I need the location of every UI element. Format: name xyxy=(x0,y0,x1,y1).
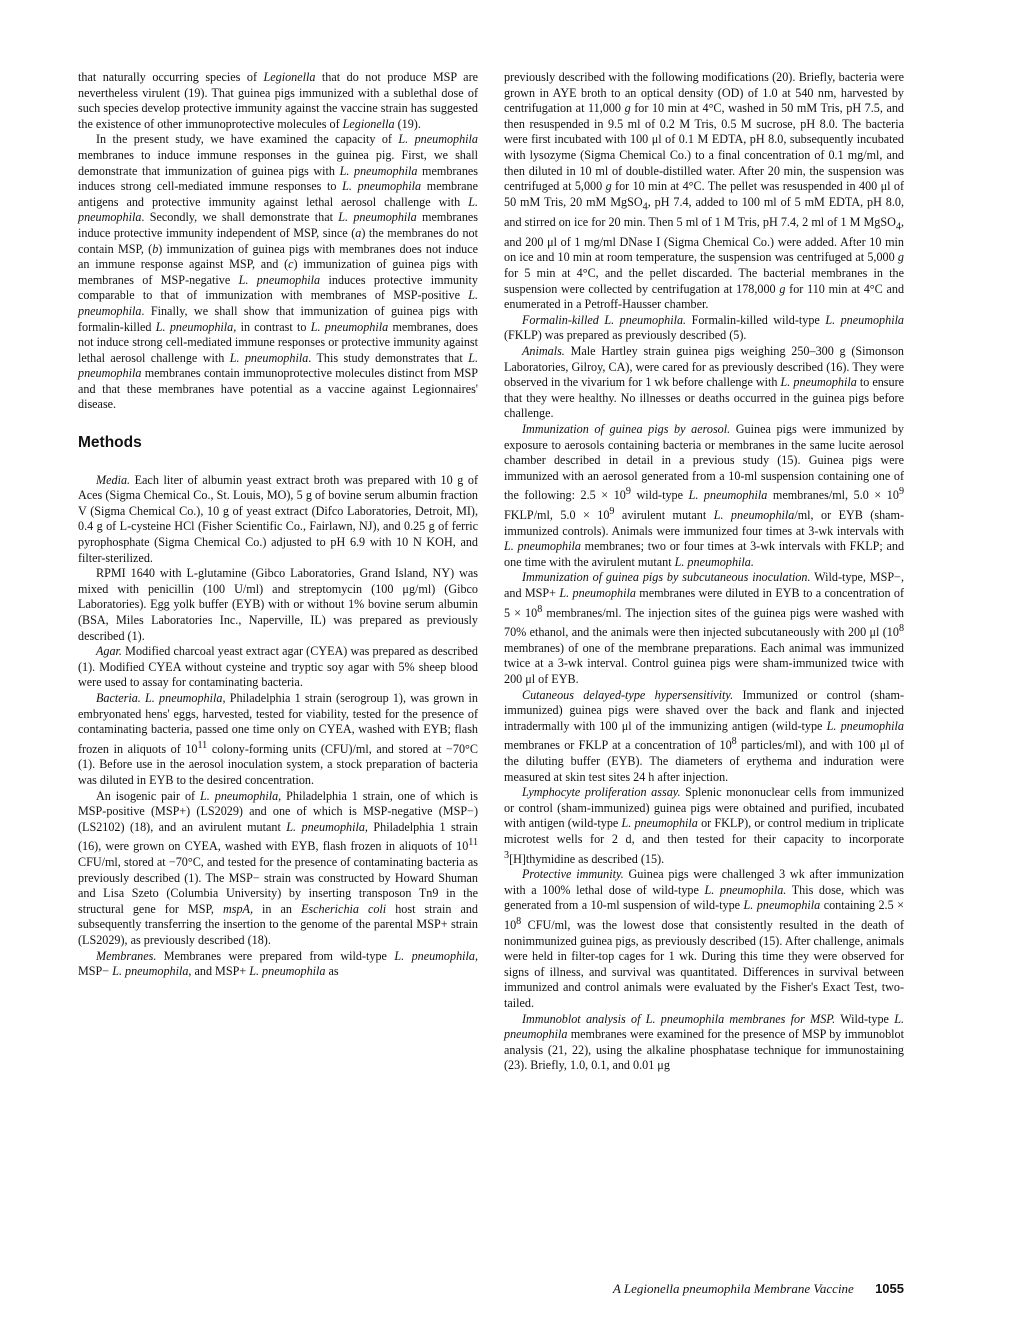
paragraph: Immunization of guinea pigs by aerosol. Guinea pigs were immunized by exposure to aerosols containing bacteria or membranes in the same lucite aerosol chamber described in detail in a previous study (15). Guinea pigs were immunized with an aerosol generated from a 10-ml suspension containing one of the following: $2.5 \times 10^9$ wild-type L. pneumophila membranes/ml, $5.0 \times 10^9$ FKLP/ml, $5.0 \times 10^9$ avirulent mutant L. pneumophila/ml, or EYB (sham-immunized controls). Animals were immunized four times at 3-wk intervals with L. pneumophila membranes; two or four times at 3-wk intervals with FKLP; and one time with the avirulent mutant L. pneumophila. xyxy=(504,421,905,569)
paragraph: that naturally occurring species of Legionella that do not produce MSP are nevertheless virulent (19). That guinea pigs immunized with a sublethal dose of such species develop protective immunity against the vaccine strain has suggested the existence of other immunoprotective molecules of Legionella (19). xyxy=(78,70,478,131)
right-column xyxy=(504,70,904,1074)
paragraph: Protective immunity. Guinea pigs were challenged 3 wk after immunization with a 100% lethal dose of wild-type L. pneumophila. This dose, which was generated from a 10-ml suspension of wild-type L. pneumophila containing $2.5 \times 10^8$ CFU/ml, was the lowest dose that consistently resulted in the death of nonimmunized guinea pigs, as previously described (15). After challenge, animals were held in filter-top cages for 1 wk. During this time they were observed for signs of illness, and survival was quantitated. Differences in survival between immunized and control animals were evaluated by the Fisher's Exact Test, two-tailed. xyxy=(504,867,904,1011)
page-number: 1055 xyxy=(875,1281,904,1296)
paragraph: Agar. Modified charcoal yeast extract agar (CYEA) was prepared as described (1). Modified CYEA without cysteine and tryptic soy agar with 5% sheep blood were used to assay for contaminating bacteria. xyxy=(78,644,478,690)
paragraph: Membranes. Membranes were prepared from wild-type L. pneumophila, MSP− L. pneumophila, and MSP+ L. pneumophila as xyxy=(78,948,478,979)
paragraph: RPMI 1640 with L-glutamine (Gibco Laboratories, Grand Island, NY) was mixed with penicillin (100 U/ml) and streptomycin (100 μg/ml) (Gibco Laboratories). Egg yolk buffer (EYB) with or without 1% bovine serum albumin (BSA, Miles Laboratories Inc., Naperville, IL) was prepared as previously described (1). xyxy=(78,566,478,643)
left-column xyxy=(78,70,478,980)
intro-text xyxy=(78,70,478,413)
paragraph: Cutaneous delayed-type hypersensitivity. Immunized or control (sham-immunized) guinea pigs were shaved over the back and flank and injected intradermally with 100 μl of the immunizing antigen (wild-type L. pneumophila membranes or FKLP at a concentration of $10^8$ particles/ml), and with 100 μl of the diluting buffer (EYB). The diameters of erythema and induration were measured at skin test sites 24 h after injection. xyxy=(504,687,905,784)
paragraph: previously described with the following modifications (20). Briefly, bacteria were grown in AYE broth to an optical density (OD) of 1.0 at 540 nm, harvested by centrifugation at 11,000 g for 10 min at 4°C, washed in 50 mM Tris, pH 7.5, and then resuspended in 9.5 ml of 0.2 M Tris, 0.5 M sucrose, pH 8.0. The bacteria were first incubated with 100 μl of 0.1 M EDTA, pH 8.0, subsequently incubated with lysozyme (Sigma Chemical Co.) to a final concentration of 0.1 mg/ml, and then diluted in 10 ml of double-distilled water. After 20 min, the suspension was centrifuged at 5,000 g for 10 min at 4°C. The pellet was resuspended in 400 μl of 50 mM Tris, 20 mM MgSO$_4$, pH 7.4, added to 100 ml of 5 mM EDTA, pH 8.0, and stirred on ice for 20 min. Then 5 ml of 1 M Tris, pH 7.4, 2 ml of 1 M MgSO$_4$, and 200 μl of 1 mg/ml DNase I (Sigma Chemical Co.) were added. After 10 min on ice and 10 min at room temperature, the suspension was centrifuged at 5,000 g for 5 min at 4°C, and the pellet discarded. The bacterial membranes in the suspension were collected by centrifugation at 178,000 g for 110 min at 4°C and enumerated in a Petroff-Hausser chamber. xyxy=(504,70,905,312)
methods-heading: Methods xyxy=(78,434,142,452)
paragraph: Animals. Male Hartley strain guinea pigs weighing 250–300 g (Simonson Laboratories, Gilroy, CA), were cared for as previously described (16). They were observed in the vivarium for 1 wk before challenge with L. pneumophila to ensure that they were healthy. No illnesses or deaths occurred in the guinea pigs before challenge. xyxy=(504,343,904,421)
paragraph: Immunoblot analysis of L. pneumophila membranes for MSP. Wild-type L. pneumophila membranes were examined for the presence of MSP by immunoblot analysis (21, 22), using the alkaline phosphatase technique for immunostaining (23). Briefly, 1.0, 0.1, and 0.01 μg xyxy=(504,1011,904,1073)
right-column-text xyxy=(504,70,904,1074)
paragraph: Lymphocyte proliferation assay. Splenic mononuclear cells from immunized or control (sham-immunized) guinea pigs were obtained and purified, incubated with antigen (wild-type L. pneumophila or FKLP), or control medium in triplicate microtest wells for 2 d, and then tested for their capacity to incorporate $^3$[H]thymidine as described (15). xyxy=(504,785,905,866)
paragraph: An isogenic pair of L. pneumophila, Philadelphia 1 strain, one of which is MSP-positive (MSP+) (LS2029) and one of which is MSP-negative (MSP−) (LS2102) (18), and an avirulent mutant L. pneumophila, Philadelphia 1 strain (16), were grown on CYEA, washed with EYB, flash frozen in aliquots of $10^{11}$ CFU/ml, stored at −70°C, and tested for the presence of contaminating bacteria as previously described (1). The MSP− strain was constructed by Howard Shuman and Lisa Szeto (Columbia University) by inserting transposon Tn9 in the structural gene for MSP, mspA, in an Escherichia coli host strain and subsequently transferring the insertion to the genome of the parental MSP+ strain (LS2029), as previously described (18). xyxy=(78,788,478,947)
running-title: A Legionella pneumophila Membrane Vaccine xyxy=(612,1281,854,1296)
paragraph: Bacteria. L. pneumophila, Philadelphia 1 strain (serogroup 1), was grown in embryonated hens' eggs, harvested, tested for viability, tested for the presence of contaminating bacteria, passed one time only on CYEA, washed with EYB; flash frozen in aliquots of $10^{11}$ colony-forming units (CFU)/ml, and stored at −70°C (1). Before use in the aerosol inoculation system, a stock preparation of bacteria was diluted in EYB to the desired concentration. xyxy=(78,690,478,787)
paragraph: Immunization of guinea pigs by subcutaneous inoculation. Wild-type, MSP−, and MSP+ L. pneumophila membranes were diluted in EYB to a concentration of $5 \times 10^8$ membranes/ml. The injection sites of the guinea pigs were washed with 70% ethanol, and the animals were then injected subcutaneously with 200 μl ($10^8$ membranes) of one of the membrane preparations. Each animal was immunized twice at a 3-wk interval. Control guinea pigs were sham-immunized twice with 200 μl of EYB. xyxy=(504,570,905,686)
page-footer xyxy=(613,1281,904,1297)
paragraph: Formalin-killed L. pneumophila. Formalin-killed wild-type L. pneumophila (FKLP) was prepared as previously described (5). xyxy=(504,312,905,343)
methods-text xyxy=(78,473,478,980)
paragraph: Media. Each liter of albumin yeast extract broth was prepared with 10 g of Aces (Sigma Chemical Co., St. Louis, MO), 5 g of bovine serum albumin fraction V (Sigma Chemical Co.), 10 g of yeast extract (Difco Laboratories, Detroit, MI), 0.4 g of L-cysteine HCl (Fisher Scientific Co., Fairlawn, NJ), and 0.25 g of ferric pyrophosphate (Sigma Chemical Co.) adjusted to pH 6.9 with 10 N KOH, and filter-sterilized. xyxy=(78,472,478,565)
paragraph: In the present study, we have examined the capacity of L. pneumophila membranes to induce immune responses in the guinea pig. First, we shall demonstrate that immunization of guinea pigs with L. pneumophila membranes induces strong cell-mediated immune responses to L. pneumophila membrane antigens and protective immunity against lethal aerosol challenge with L. pneumophila. Secondly, we shall demonstrate that L. pneumophila membranes induce protective immunity independent of MSP, since (a) the membranes do not contain MSP, (b) immunization of guinea pigs with membranes does not induce an immune response against MSP, and (c) immunization of guinea pigs with membranes of MSP-negative L. pneumophila induces protective immunity comparable to that of immunization with membranes of MSP-positive L. pneumophila. Finally, we shall show that immunization of guinea pigs with formalin-killed L. pneumophila, in contrast to L. pneumophila membranes, does not induce strong cell-mediated immune responses or protective immunity against lethal aerosol challenge with L. pneumophila. This study demonstrates that L. pneumophila membranes contain immunoprotective molecules distinct from MSP and that these membranes have potential as a vaccine against Legionnaires' disease. xyxy=(78,132,479,412)
